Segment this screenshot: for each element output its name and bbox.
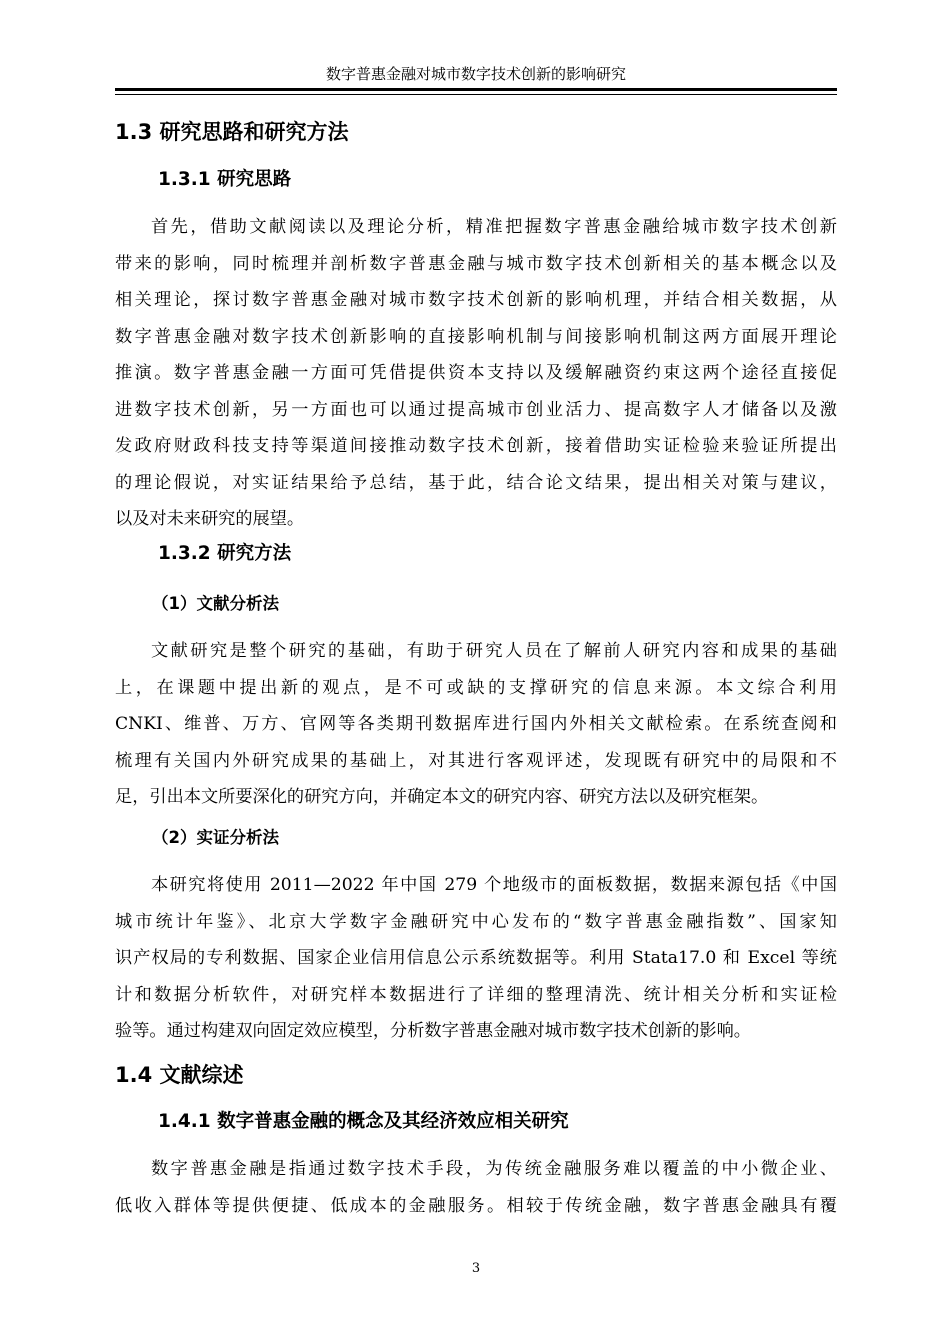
text-line: 上，在课题中提出新的观点，是不可或缺的支撑研究的信息来源。本文综合利用 bbox=[115, 677, 837, 698]
section-heading-1-3: 1.3 研究思路和研究方法 bbox=[115, 120, 349, 144]
text-line: 的理论假说，对实证结果给予总结，基于此，结合论文结果，提出相关对策与建议， bbox=[115, 472, 837, 493]
page-number: 3 bbox=[471, 1261, 481, 1276]
paragraph-research-approach bbox=[115, 209, 837, 538]
subsection-heading-1-3-2: 1.3.2 研究方法 bbox=[158, 543, 292, 564]
paragraph-digital-inclusive-finance bbox=[115, 1151, 837, 1224]
text-line: 本研究将使用 2011—2022 年中国 279 个地级市的面板数据，数据来源包括《中国 bbox=[151, 875, 837, 895]
subsection-heading-1-4-1: 1.4.1 数字普惠金融的概念及其经济效应相关研究 bbox=[158, 1111, 569, 1132]
text-line: 低收入群体等提供便捷、低成本的金融服务。相较于传统金融，数字普惠金融具有覆 bbox=[115, 1195, 837, 1216]
running-header: 数字普惠金融对城市数字技术创新的影响研究 bbox=[325, 65, 626, 83]
text-line: 文献研究是整个研究的基础，有助于研究人员在了解前人研究内容和成果的基础 bbox=[151, 641, 837, 661]
header-rule-thick bbox=[115, 88, 837, 91]
text-line: 发政府财政科技支持等渠道间接推动数字技术创新，接着借助实证检验来验证所提出 bbox=[115, 436, 837, 456]
text-line: 足，引出本文所要深化的研究方向，并确定本文的研究内容、研究方法以及研究框架。 bbox=[115, 787, 769, 807]
text-line: 识产权局的专利数据、国家企业信用信息公示系统数据等。利用 Stata17.0 和 Excel 等统 bbox=[115, 948, 837, 968]
paragraph-empirical-method bbox=[115, 867, 837, 1050]
text-line: 以及对未来研究的展望。 bbox=[115, 509, 305, 529]
text-line: CNKI、维普、万方、官网等各类期刊数据库进行国内外相关文献检索。在系统查阅和 bbox=[115, 714, 837, 734]
text-line: 进数字技术创新，另一方面也可以通过提高城市创业活力、提高数字人才储备以及激 bbox=[115, 399, 837, 420]
subsection-heading-1-3-1: 1.3.1 研究思路 bbox=[158, 169, 292, 190]
text-line: 计和数据分析软件，对研究样本数据进行了详细的整理清洗、统计相关分析和实证检 bbox=[115, 984, 837, 1005]
text-line: 梳理有关国内外研究成果的基础上，对其进行客观评述，发现既有研究中的局限和不 bbox=[115, 750, 837, 771]
text-line: 带来的影响，同时梳理并剖析数字普惠金融与城市数字技术创新相关的基本概念以及 bbox=[115, 253, 837, 274]
text-line: 首先，借助文献阅读以及理论分析，精准把握数字普惠金融给城市数字技术创新 bbox=[151, 217, 837, 237]
header-rule-thin bbox=[115, 94, 837, 95]
method-heading-empirical: （2）实证分析法 bbox=[152, 828, 279, 847]
text-line: 相关理论，探讨数字普惠金融对城市数字技术创新的影响机理，并结合相关数据，从 bbox=[115, 290, 837, 310]
text-line: 城市统计年鉴》、北京大学数字金融研究中心发布的“数字普惠金融指数”、国家知 bbox=[115, 911, 837, 932]
text-line: 数字普惠金融对数字技术创新影响的直接影响机制与间接影响机制这两方面展开理论 bbox=[115, 326, 837, 347]
text-line: 推演。数字普惠金融一方面可凭借提供资本支持以及缓解融资约束这两个途径直接促 bbox=[115, 363, 837, 383]
method-heading-literature: （1）文献分析法 bbox=[152, 594, 279, 613]
text-line: 数字普惠金融是指通过数字技术手段，为传统金融服务难以覆盖的中小微企业、 bbox=[151, 1159, 837, 1179]
text-line: 验等。通过构建双向固定效应模型，分析数字普惠金融对城市数字技术创新的影响。 bbox=[115, 1021, 751, 1041]
section-heading-1-4: 1.4 文献综述 bbox=[115, 1063, 244, 1087]
paragraph-literature-method bbox=[115, 633, 837, 816]
